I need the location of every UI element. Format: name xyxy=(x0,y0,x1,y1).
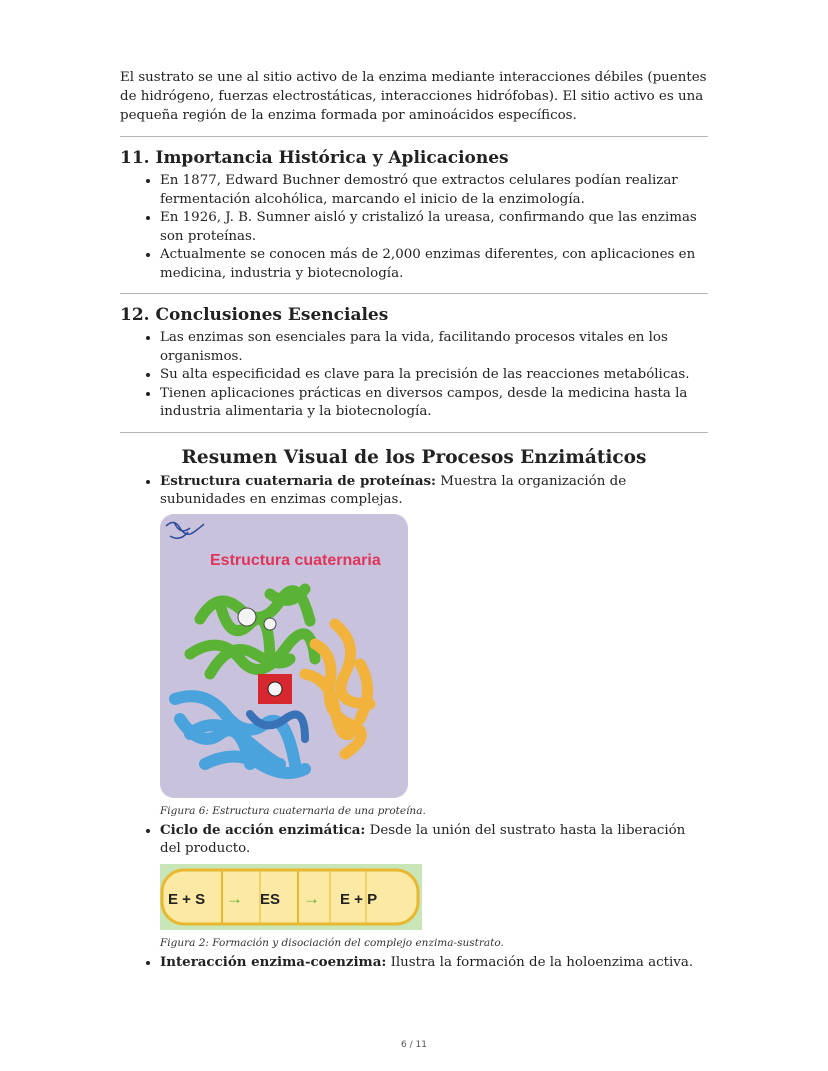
diagram-complex: ES xyxy=(260,890,281,908)
item-label: Ciclo de acción enzimática: xyxy=(160,821,366,838)
section-title: 11. Importancia Histórica y Aplicaciones xyxy=(120,148,509,168)
list-item xyxy=(160,953,708,973)
list-item: • En 1926, J. B. Sumner aisló y cristalizó la ureasa, confirmando que las enzimas son proteínas. xyxy=(160,209,708,246)
item-label: Estructura cuaternaria de proteínas: xyxy=(160,472,436,489)
quaternary-structure-image xyxy=(160,514,408,798)
figure-caption: Figura 2: Formación y disociación del complejo enzima-sustrato. xyxy=(160,936,504,949)
list-item xyxy=(160,472,708,818)
item-text: Muestra la organización de subunidades en enzimas complejas. xyxy=(160,473,627,507)
list-item xyxy=(160,821,708,950)
figure-caption: Figura 6: Estructura cuaternaria de una proteína. xyxy=(160,804,426,817)
item-label: Interacción enzima-coenzima: xyxy=(160,953,387,970)
section-12 xyxy=(120,304,708,432)
list-item: • En 1877, Edward Buchner demostró que extractos celulares podían realizar fermentación alcohólica, marcando el inicio de la enzimología. xyxy=(160,172,708,209)
intro-paragraph: El sustrato se une al sitio activo de la enzima mediante interacciones débiles (puentes de hidrógeno, fuerzas electrostáticas, interacciones hidrófobas). El sitio activo es una pequeña región de la enzima formada por aminoácidos específicos. xyxy=(120,70,707,123)
item-text: Ilustra la formación de la holoenzima activa. xyxy=(386,954,694,970)
image-label: Estructura cuaternaria xyxy=(210,551,381,569)
list-item: • Las enzimas son esenciales para la vida, facilitando procesos vitales en los organismos. xyxy=(160,329,708,366)
bullet-list xyxy=(120,329,708,422)
section-11 xyxy=(120,147,708,293)
diagram-enzyme-product: E + P xyxy=(340,890,378,908)
bullet-list xyxy=(120,172,708,283)
bullet-list xyxy=(120,472,708,973)
list-item: • Tienen aplicaciones prácticas en diversos campos, desde la medicina hasta la industria alimentaria y la biotecnología. xyxy=(160,385,708,422)
divider xyxy=(120,432,708,433)
arrow-icon: → xyxy=(303,888,320,908)
list-item: • Actualmente se conocen más de 2,000 enzimas diferentes, con aplicaciones en medicina, industria y biotecnología. xyxy=(160,246,708,283)
summary-section xyxy=(120,447,708,973)
document-page xyxy=(120,68,708,972)
divider xyxy=(120,293,708,294)
arrow-icon: → xyxy=(226,888,243,908)
page-number: 6 / 11 xyxy=(401,1040,427,1050)
list-item: • Su alta especificidad es clave para la precisión de las reacciones metabólicas. xyxy=(160,366,708,385)
item-text: Desde la unión del sustrato hasta la liberación del producto. xyxy=(160,822,686,856)
diagram-enzyme-substrate: E + S xyxy=(168,890,206,908)
divider xyxy=(120,136,708,137)
summary-title: Resumen Visual de los Procesos Enzimáticos xyxy=(181,446,647,468)
enzyme-cycle-diagram xyxy=(160,864,422,930)
section-title: 12. Conclusiones Esenciales xyxy=(120,305,389,325)
